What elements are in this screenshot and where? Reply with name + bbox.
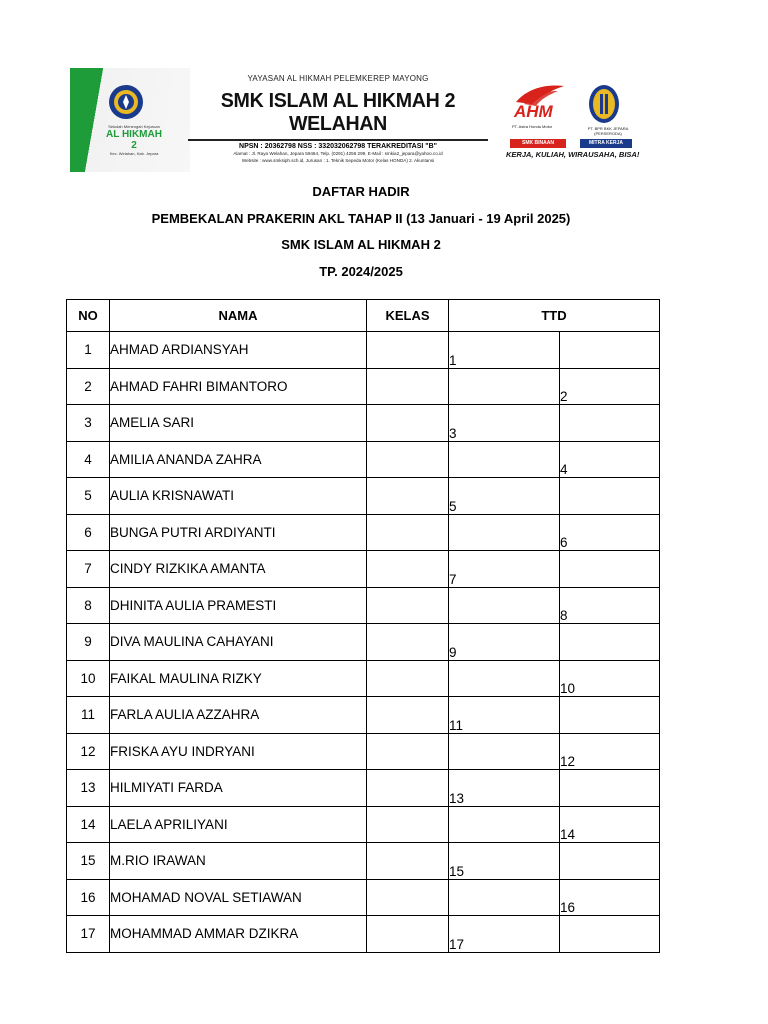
bpr-bkk-logo-icon	[588, 84, 620, 124]
ahm-company: PT. Astra Honda Motor	[512, 124, 553, 129]
row-ttd-right	[560, 624, 660, 661]
title-line-3: SMK ISLAM AL HIKMAH 2	[281, 237, 441, 252]
row-kelas-cell	[367, 660, 449, 697]
header-kelas: KELAS	[367, 300, 449, 332]
row-ttd-right: 16	[560, 879, 660, 916]
school-name: SMK ISLAM AL HIKMAH 2 WELAHAN	[220, 90, 456, 135]
logo-brand: AL HIKMAH 2	[106, 129, 162, 151]
header-ttd: TTD	[449, 300, 660, 332]
title-line-1: DAFTAR HADIR	[312, 184, 410, 199]
row-nama: HILMIYATI FARDA	[110, 770, 367, 807]
row-no: 10	[67, 660, 110, 697]
row-ttd-left: 9	[449, 624, 560, 661]
row-nama: MOHAMAD NOVAL SETIAWAN	[110, 879, 367, 916]
row-kelas-cell	[367, 551, 449, 588]
table-row	[67, 733, 660, 770]
ahm-badge: SMK BINAAN	[510, 139, 566, 148]
letterhead	[70, 66, 642, 176]
table-row	[67, 587, 660, 624]
row-no: 3	[67, 405, 110, 442]
row-ttd-left: 11	[449, 697, 560, 734]
table-body	[67, 332, 660, 953]
row-kelas-cell	[367, 697, 449, 734]
row-kelas-cell	[367, 879, 449, 916]
row-ttd-right	[560, 843, 660, 880]
row-no: 11	[67, 697, 110, 734]
row-kelas-cell	[367, 368, 449, 405]
row-no: 9	[67, 624, 110, 661]
row-kelas-cell	[367, 806, 449, 843]
row-no: 14	[67, 806, 110, 843]
table-row	[67, 697, 660, 734]
row-ttd-left: 3	[449, 405, 560, 442]
row-ttd-left: 7	[449, 551, 560, 588]
attendance-table	[66, 299, 660, 953]
table-row	[67, 368, 660, 405]
row-kelas-cell	[367, 478, 449, 515]
row-kelas-cell	[367, 770, 449, 807]
row-nama: LAELA APRILIYANI	[110, 806, 367, 843]
row-ttd-right: 12	[560, 733, 660, 770]
row-ttd-left	[449, 368, 560, 405]
row-ttd-right: 8	[560, 587, 660, 624]
row-kelas-cell	[367, 514, 449, 551]
table-header-row	[67, 300, 660, 332]
tagline: KERJA, KULIAH, WIRAUSAHA, BISA!	[506, 150, 640, 159]
row-no: 5	[67, 478, 110, 515]
row-ttd-left	[449, 587, 560, 624]
row-nama: CINDY RIZKIKA AMANTA	[110, 551, 367, 588]
row-ttd-left: 13	[449, 770, 560, 807]
foundation-name: YAYASAN AL HIKMAH PELEMKEREP MAYONG	[247, 74, 429, 83]
table-row	[67, 478, 660, 515]
title-line-2: PEMBEKALAN PRAKERIN AKL TAHAP II (13 Januari - 19 April 2025)	[151, 210, 571, 226]
table-row	[67, 770, 660, 807]
logo-top-text: Sekolah Menengah Kejuruan	[108, 124, 160, 129]
row-ttd-right	[560, 551, 660, 588]
row-nama: AHMAD ARDIANSYAH	[110, 332, 367, 369]
row-ttd-right	[560, 697, 660, 734]
row-ttd-right: 14	[560, 806, 660, 843]
header-nama: NAMA	[110, 300, 367, 332]
table-row	[67, 843, 660, 880]
row-kelas-cell	[367, 916, 449, 953]
row-ttd-left	[449, 806, 560, 843]
row-kelas-cell	[367, 441, 449, 478]
row-ttd-right	[560, 332, 660, 369]
row-ttd-right	[560, 405, 660, 442]
row-ttd-left	[449, 441, 560, 478]
row-ttd-right	[560, 770, 660, 807]
row-ttd-right	[560, 916, 660, 953]
header-no: NO	[67, 300, 110, 332]
row-kelas-cell	[367, 587, 449, 624]
table-row	[67, 441, 660, 478]
table-row	[67, 624, 660, 661]
row-ttd-left	[449, 514, 560, 551]
row-nama: FARLA AULIA AZZAHRA	[110, 697, 367, 734]
row-kelas-cell	[367, 733, 449, 770]
row-no: 1	[67, 332, 110, 369]
row-ttd-left: 15	[449, 843, 560, 880]
row-no: 4	[67, 441, 110, 478]
row-no: 8	[67, 587, 110, 624]
school-logo-caption	[104, 124, 164, 156]
website-line: Website : www.smksiph.sch.id, Jurusan : 1. Teknik Sepeda Motor (Kelas HONDA) 2. Akuntansi	[241, 158, 435, 163]
row-no: 2	[67, 368, 110, 405]
row-nama: AMILIA ANANDA ZAHRA	[110, 441, 367, 478]
logo-bottom-text: Kec. Welahan, Kab. Jepara	[109, 151, 159, 156]
row-ttd-right: 6	[560, 514, 660, 551]
row-no: 6	[67, 514, 110, 551]
school-crest-icon	[108, 84, 144, 120]
row-ttd-left	[449, 733, 560, 770]
row-no: 7	[67, 551, 110, 588]
letterhead-center	[188, 74, 488, 164]
row-kelas-cell	[367, 843, 449, 880]
row-kelas-cell	[367, 332, 449, 369]
row-nama: M.RIO IRAWAN	[110, 843, 367, 880]
row-ttd-right: 4	[560, 441, 660, 478]
row-no: 13	[67, 770, 110, 807]
row-kelas-cell	[367, 405, 449, 442]
table-row	[67, 916, 660, 953]
row-nama: DHINITA AULIA PRAMESTI	[110, 587, 367, 624]
address-line: Alamat : Jl. Raya Welahan, Jepara 59464, Telp. (0291) 4256 299, E-Mail : smkia2_jepara@yahoo.co.id	[233, 151, 443, 156]
row-no: 17	[67, 916, 110, 953]
row-no: 15	[67, 843, 110, 880]
row-nama: MOHAMMAD AMMAR DZIKRA	[110, 916, 367, 953]
bpr-company: PT. BPR BKK JEPARA (PERSERODA)	[587, 126, 629, 136]
title-line-4: TP. 2024/2025	[319, 263, 403, 279]
document-titles	[0, 184, 722, 290]
row-ttd-right	[560, 478, 660, 515]
row-nama: FAIKAL MAULINA RIZKY	[110, 660, 367, 697]
row-ttd-right: 10	[560, 660, 660, 697]
row-nama: AHMAD FAHRI BIMANTORO	[110, 368, 367, 405]
row-no: 16	[67, 879, 110, 916]
table-row	[67, 514, 660, 551]
table-row	[67, 332, 660, 369]
npsn-line: NPSN : 20362798 NSS : 332032062798 TERAKREDITASI "B"	[239, 143, 437, 150]
row-nama: BUNGA PUTRI ARDIYANTI	[110, 514, 367, 551]
row-nama: DIVA MAULINA CAHAYANI	[110, 624, 367, 661]
row-ttd-left: 17	[449, 916, 560, 953]
row-ttd-left	[449, 879, 560, 916]
table-row	[67, 660, 660, 697]
ahm-wordmark: AHM	[514, 102, 553, 121]
table-row	[67, 806, 660, 843]
letterhead-rule	[188, 139, 488, 141]
row-ttd-left: 1	[449, 332, 560, 369]
bpr-badge: MITRA KERJA	[580, 139, 632, 148]
table-row	[67, 551, 660, 588]
row-ttd-left	[449, 660, 560, 697]
row-nama: FRISKA AYU INDRYANI	[110, 733, 367, 770]
row-ttd-left: 5	[449, 478, 560, 515]
row-nama: AMELIA SARI	[110, 405, 367, 442]
row-kelas-cell	[367, 624, 449, 661]
row-nama: AULIA KRISNAWATI	[110, 478, 367, 515]
table-row	[67, 405, 660, 442]
row-no: 12	[67, 733, 110, 770]
table-row	[67, 879, 660, 916]
row-ttd-right: 2	[560, 368, 660, 405]
